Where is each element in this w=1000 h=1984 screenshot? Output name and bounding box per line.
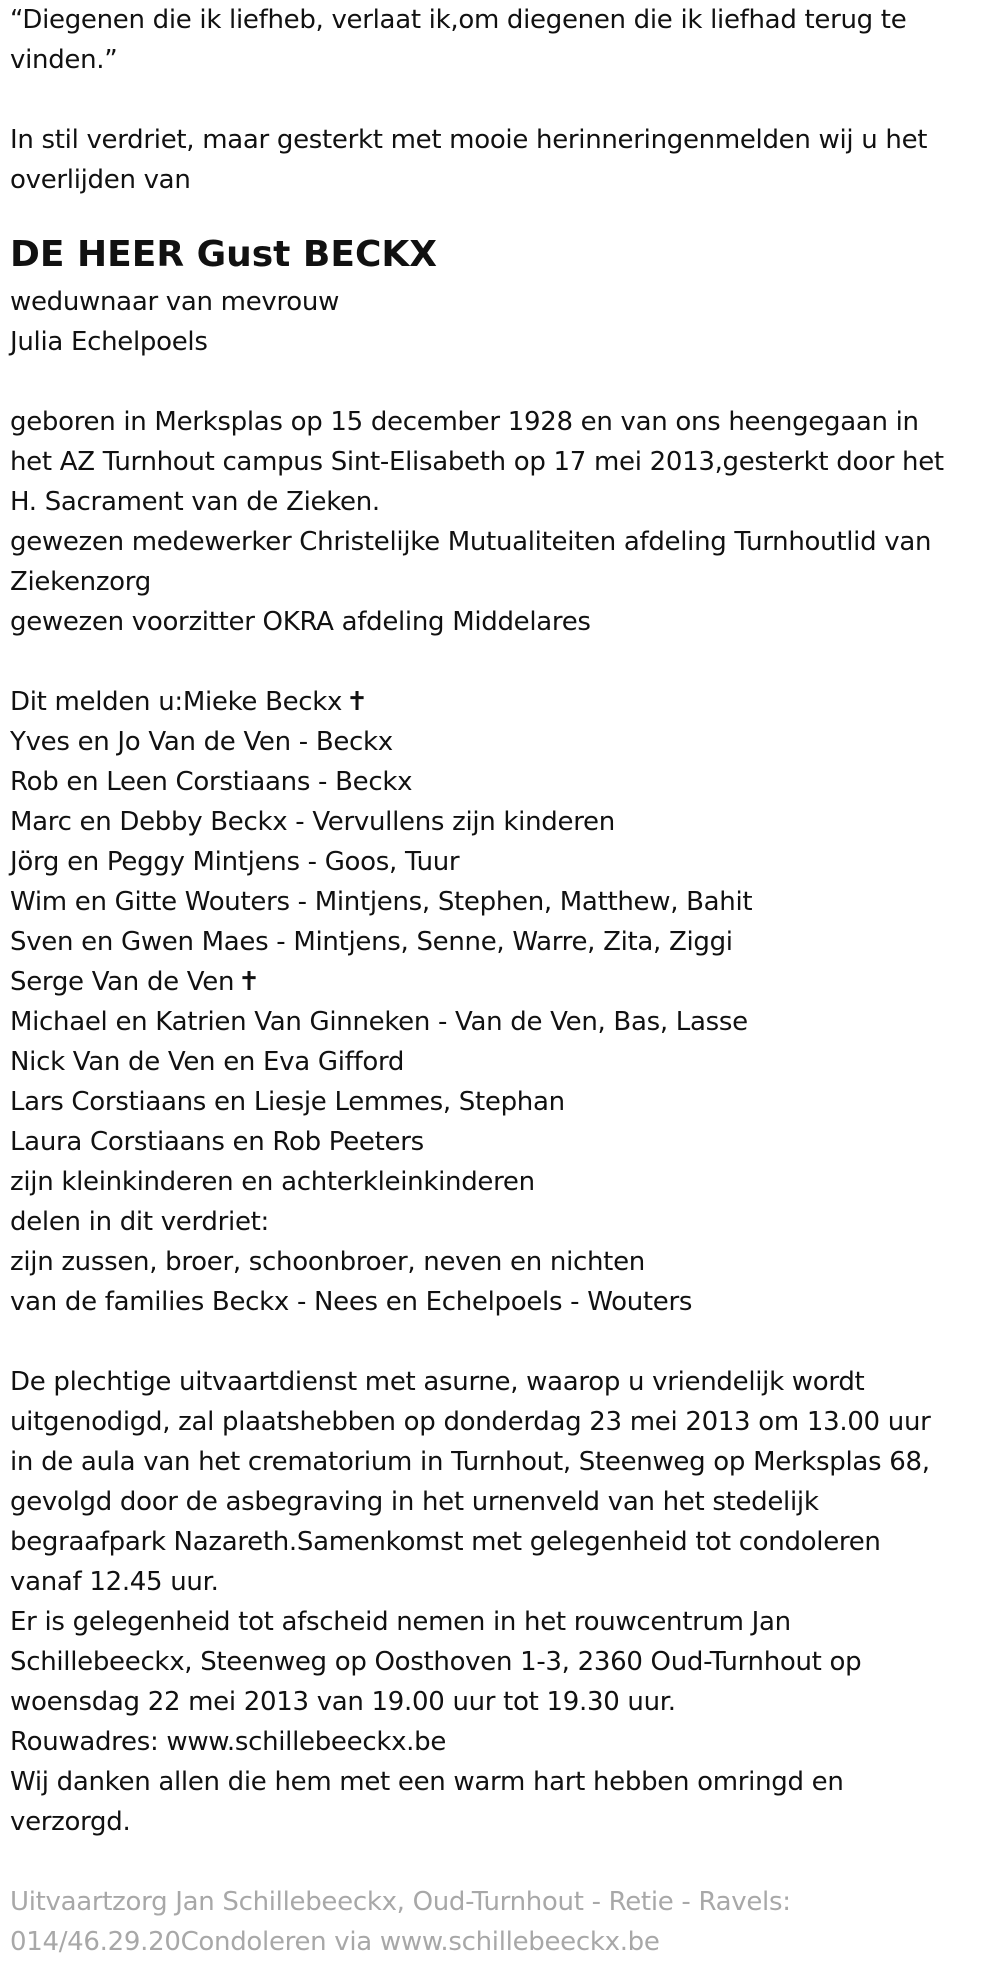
- announcer-line: zijn kleinkinderen en achterkleinkinderen: [10, 1167, 535, 1197]
- announcer-line: Wim en Gitte Wouters - Mintjens, Stephen, Matthew, Bahit: [10, 887, 753, 917]
- spouse-line: weduwnaar van mevrouw: [10, 287, 340, 317]
- announcer-serge: Serge Van de Ven: [10, 967, 235, 997]
- ceremony-line: Rouwadres: www.schillebeeckx.be: [10, 1727, 447, 1757]
- biography-line: geboren in Merksplas op 15 december 1928 en van ons heengegaan in: [10, 407, 919, 437]
- announcer-line: Laura Corstiaans en Rob Peeters: [10, 1127, 424, 1157]
- ceremony-line: verzorgd.: [10, 1807, 131, 1837]
- cross-icon: ✝: [238, 967, 260, 997]
- announcer-line: Lars Corstiaans en Liesje Lemmes, Stephan: [10, 1087, 565, 1117]
- announcer-line: Michael en Katrien Van Ginneken - Van de Ven, Bas, Lasse: [10, 1007, 748, 1037]
- spouse-info: [10, 282, 990, 362]
- ceremony-line: gevolgd door de asbegraving in het urnenveld van het stedelijk: [10, 1487, 819, 1517]
- announcer-line: van de families Beckx - Nees en Echelpoels - Wouters: [10, 1287, 693, 1317]
- ceremony-line: uitgenodigd, zal plaatshebben op donderdag 23 mei 2013 om 13.00 uur: [10, 1407, 931, 1437]
- announcer-line: Rob en Leen Corstiaans - Beckx: [10, 767, 413, 797]
- ceremony-line: woensdag 22 mei 2013 van 19.00 uur tot 19.30 uur.: [10, 1687, 676, 1717]
- announcer-line: [10, 962, 990, 1002]
- biography: [10, 402, 990, 642]
- announcer-line: Nick Van de Ven en Eva Gifford: [10, 1047, 405, 1077]
- intro-line: In stil verdriet, maar gesterkt met mooie herinneringenmelden wij u het: [10, 125, 928, 155]
- ceremony-line: Wij danken allen die hem met een warm hart hebben omringd en: [10, 1767, 844, 1797]
- spacer: [10, 362, 990, 402]
- deceased-name: DE HEER Gust BECKX: [10, 234, 438, 275]
- ceremony-line: vanaf 12.45 uur.: [10, 1567, 219, 1597]
- funeral-home-footer: [10, 1882, 990, 1962]
- quote-line: vinden.”: [10, 45, 118, 75]
- spacer: [10, 642, 990, 682]
- announcer-line: delen in dit verdriet:: [10, 1207, 269, 1237]
- biography-line: gewezen voorzitter OKRA afdeling Middelares: [10, 607, 591, 637]
- intro-line: overlijden van: [10, 165, 191, 195]
- spacer: [10, 1322, 990, 1362]
- spacer: [10, 1842, 990, 1882]
- announcer-line: Sven en Gwen Maes - Mintjens, Senne, Warre, Zita, Ziggi: [10, 927, 733, 957]
- ceremony-line: in de aula van het crematorium in Turnhout, Steenweg op Merksplas 68,: [10, 1447, 930, 1477]
- biography-line: H. Sacrament van de Zieken.: [10, 487, 380, 517]
- intro: [10, 120, 990, 200]
- announcer-line: [10, 682, 990, 722]
- ceremony-line: begraafpark Nazareth.Samenkomst met gelegenheid tot condoleren: [10, 1527, 881, 1557]
- announcer-line: Jörg en Peggy Mintjens - Goos, Tuur: [10, 847, 460, 877]
- announcer-line: Yves en Jo Van de Ven - Beckx: [10, 727, 393, 757]
- biography-line: Ziekenzorg: [10, 567, 151, 597]
- cross-icon: ✝: [346, 687, 368, 717]
- biography-line: gewezen medewerker Christelijke Mutualiteiten afdeling Turnhoutlid van: [10, 527, 932, 557]
- biography-line: het AZ Turnhout campus Sint-Elisabeth op 17 mei 2013,gesterkt door het: [10, 447, 944, 477]
- spouse-line: Julia Echelpoels: [10, 327, 208, 357]
- footer-line: Uitvaartzorg Jan Schillebeeckx, Oud-Turnhout - Retie - Ravels:: [10, 1887, 791, 1917]
- ceremony-line: Schillebeeckx, Steenweg op Oosthoven 1-3, 2360 Oud-Turnhout op: [10, 1647, 862, 1677]
- ceremony-line: Er is gelegenheid tot afscheid nemen in het rouwcentrum Jan: [10, 1607, 791, 1637]
- ceremony-info: [10, 1362, 990, 1842]
- ceremony-line: De plechtige uitvaartdienst met asurne, waarop u vriendelijk wordt: [10, 1367, 865, 1397]
- spacer: [10, 80, 990, 120]
- footer-line: 014/46.29.20Condoleren via www.schillebeeckx.be: [10, 1927, 660, 1957]
- announcers: [10, 682, 990, 1322]
- quote-line: “Diegenen die ik liefheb, verlaat ik,om diegenen die ik liefhad terug te: [10, 5, 907, 35]
- quote: [10, 0, 990, 80]
- announcer-line: zijn zussen, broer, schoonbroer, neven en nichten: [10, 1247, 645, 1277]
- announcer-line: Marc en Debby Beckx - Vervullens zijn kinderen: [10, 807, 615, 837]
- announcer-first: Dit melden u:Mieke Beckx: [10, 687, 343, 717]
